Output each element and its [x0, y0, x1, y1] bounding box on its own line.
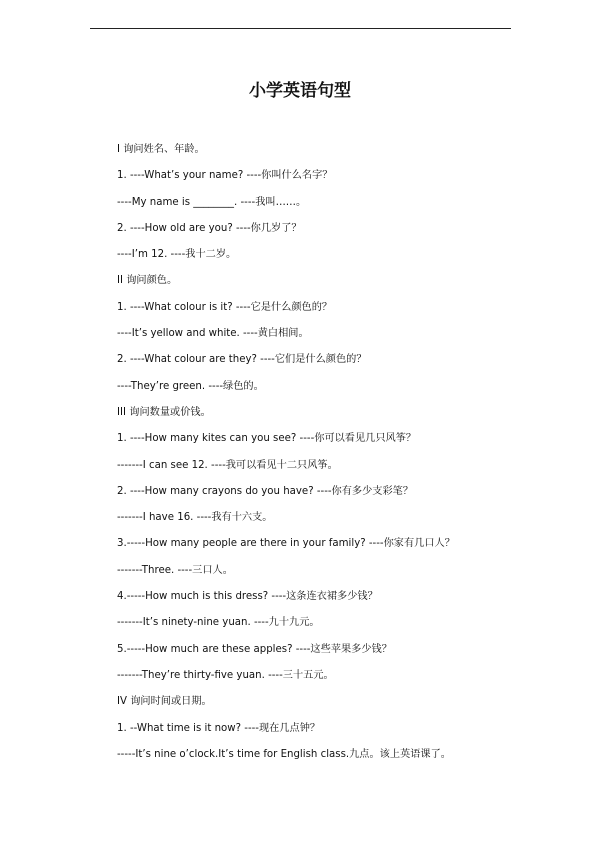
sentence-pattern-list — [117, 137, 577, 768]
text-line: -----It’s nine o’clock.It’s time for English class.九点。该上英语课了。 — [117, 748, 451, 760]
text-line: 1. ----What colour is it? ----它是什么颜色的？ — [117, 301, 333, 313]
text-line: -------Three. ----三口人。 — [117, 564, 233, 576]
text-line: 2. ----How old are you? ----你几岁了？ — [117, 222, 302, 234]
text-line: -------It’s ninety-nine yuan. ----九十九元。 — [117, 617, 320, 629]
text-line: 1. ----What’s your name? ----你叫什么名字？ — [117, 170, 333, 182]
text-line: -------I have 16. ----我有十六支。 — [117, 512, 273, 524]
text-line: 2. ----How many crayons do you have? ----你有多少支彩笔？ — [117, 485, 414, 497]
text-line: 3.-----How many people are there in your family? ----你家有几口人？ — [117, 538, 455, 550]
section-heading: I 询问姓名、年龄。 — [117, 144, 205, 155]
text-line: ----My name is ________. ----我叫……。 — [117, 196, 307, 208]
text-line: 1. --What time is it now? ----现在几点钟？ — [117, 722, 321, 734]
document-title: 小学英语句型 — [249, 81, 351, 101]
text-line: 2. ----What colour are they? ----它们是什么颜色的？ — [117, 354, 367, 366]
section-heading: II 询问颜色。 — [117, 275, 178, 287]
text-line: 5.-----How much are these apples? ----这些苹果多少钱？ — [117, 643, 392, 655]
text-line: 1. ----How many kites can you see? ----你可以看见几只风筝？ — [117, 433, 417, 445]
text-line: 4.-----How much is this dress? ----这条连衣裙多少钱？ — [117, 591, 378, 603]
text-line: ----I’m 12. ----我十二岁。 — [117, 249, 237, 261]
text-line: -------They’re thirty-five yuan. ----三十五元。 — [117, 669, 334, 681]
section-heading: IV 询问时间或日期。 — [117, 696, 212, 708]
text-line: ----They’re green. ----绿色的。 — [117, 380, 264, 392]
section-heading: III 询问数量或价钱。 — [117, 406, 211, 418]
text-line: ----It’s yellow and white. ----黄白相间。 — [117, 328, 309, 340]
text-line: -------I can see 12. ----我可以看见十二只风筝。 — [117, 459, 338, 471]
header-rule — [90, 28, 511, 29]
